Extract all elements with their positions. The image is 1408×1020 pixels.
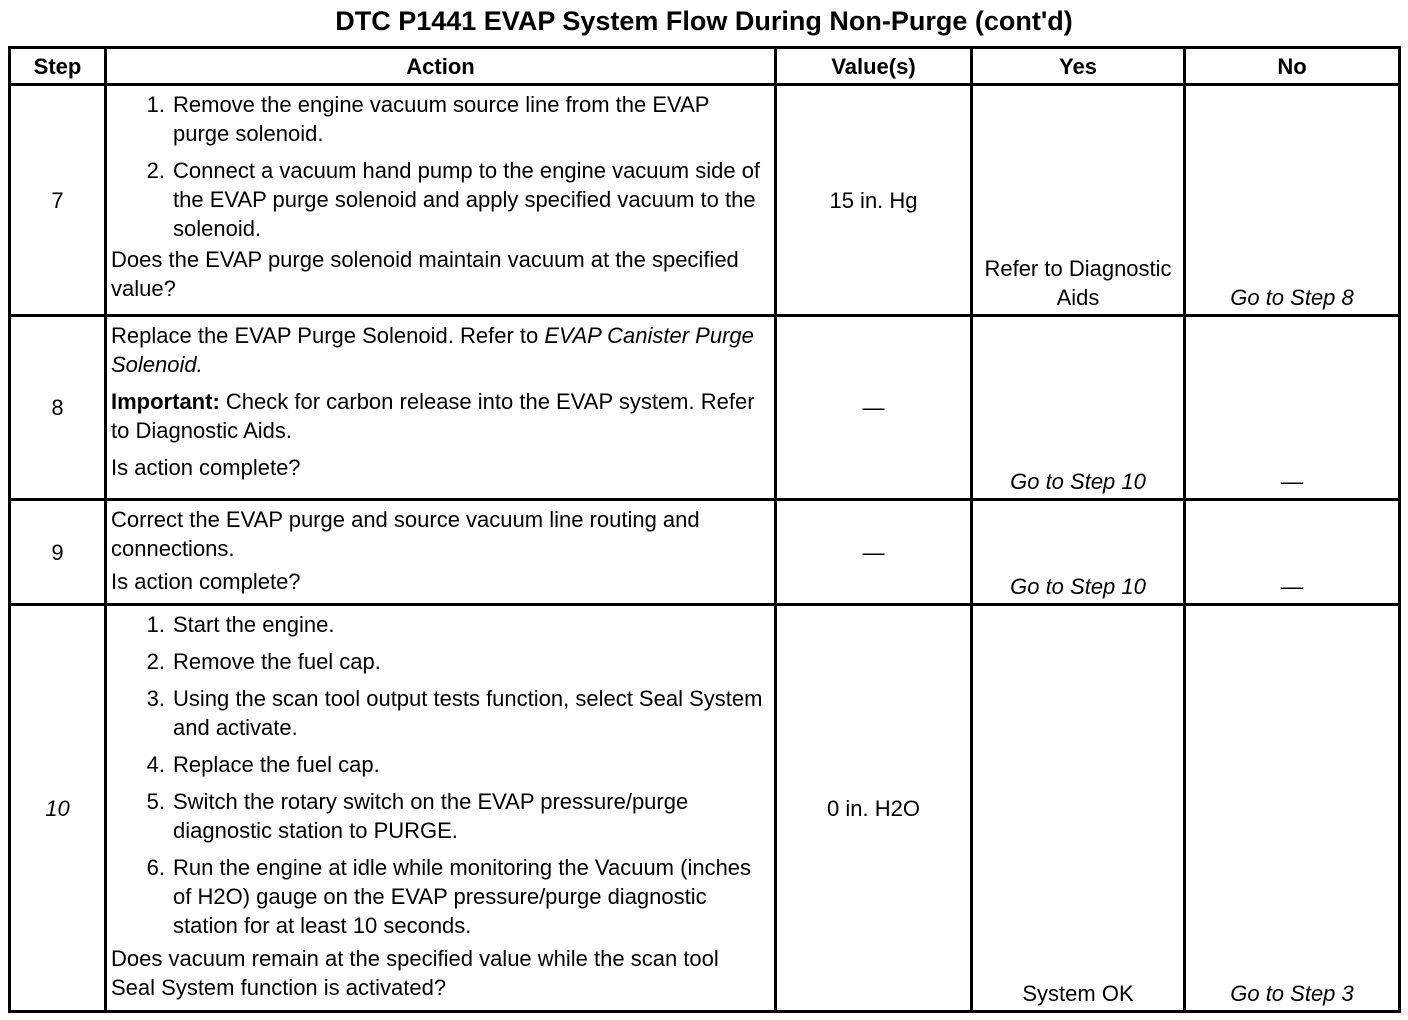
list-item (111, 156, 768, 243)
item-text: Remove the engine vacuum source line from the EVAP purge solenoid. (173, 92, 710, 146)
question-text: Does vacuum remain at the specified value while the scan tool Seal System function is activated? (111, 946, 719, 1000)
action-plain: Replace the EVAP Purge Solenoid. Refer to (111, 323, 545, 348)
important-note (111, 387, 768, 445)
value-cell: 15 in. Hg (776, 85, 972, 316)
step-number: 9 (10, 500, 106, 605)
action-cell (106, 316, 776, 500)
list-item (111, 647, 768, 676)
no-cell: — (1185, 316, 1400, 500)
question-text: Does the EVAP purge solenoid maintain vacuum at the specified value? (111, 247, 739, 301)
item-text: Start the engine. (173, 612, 335, 637)
item-text: Replace the fuel cap. (173, 752, 380, 777)
header-action: Action (106, 48, 776, 85)
header-yes: Yes (972, 48, 1185, 85)
value-cell: 0 in. H2O (776, 605, 972, 1012)
question-text: Is action complete? (111, 455, 301, 480)
important-text: Check for carbon release into the EVAP system. Refer to Diagnostic Aids. (111, 389, 755, 443)
yes-cell: Go to Step 10 (972, 316, 1185, 500)
diagnostic-table (8, 46, 1401, 1013)
action-cell (106, 500, 776, 605)
list-item (111, 853, 768, 940)
item-number: 5. (146, 789, 165, 814)
item-number: 2. (146, 649, 165, 674)
item-number: 6. (146, 855, 165, 880)
no-cell: — (1185, 500, 1400, 605)
table-row (10, 500, 1400, 605)
page-title: DTC P1441 EVAP System Flow During Non-Purge (cont'd) (335, 6, 1073, 36)
procedure-reference: EVAP Canister Purge Solenoid. (111, 323, 754, 377)
header-no: No (1185, 48, 1400, 85)
no-cell: Go to Step 8 (1185, 85, 1400, 316)
list-item (111, 610, 768, 639)
table-row (10, 605, 1400, 1012)
item-text: Remove the fuel cap. (173, 649, 381, 674)
yes-cell: Refer to Diagnostic Aids (972, 85, 1185, 316)
list-item (111, 750, 768, 779)
item-text: Connect a vacuum hand pump to the engine vacuum side of the EVAP purge solenoid and apply specified vacuum to the solenoid. (173, 158, 761, 241)
item-number: 2. (146, 158, 165, 183)
header-row (10, 48, 1400, 85)
value-cell: — (776, 500, 972, 605)
list-item (111, 684, 768, 742)
item-number: 1. (146, 612, 165, 637)
important-label: Important: (111, 389, 220, 414)
table-row (10, 85, 1400, 316)
item-number: 4. (146, 752, 165, 777)
list-item (111, 787, 768, 845)
yes-cell: System OK (972, 605, 1185, 1012)
list-item (111, 90, 768, 148)
no-cell: Go to Step 3 (1185, 605, 1400, 1012)
item-number: 3. (146, 686, 165, 711)
item-text: Run the engine at idle while monitoring the Vacuum (inches of H2O) gauge on the EVAP pressure/purge diagnostic station for at least 10 seconds. (173, 855, 752, 938)
header-step: Step (10, 48, 106, 85)
value-cell: — (776, 316, 972, 500)
question-text: Is action complete? (111, 569, 301, 594)
item-number: 1. (146, 92, 165, 117)
yes-cell: Go to Step 10 (972, 500, 1185, 605)
action-text: Correct the EVAP purge and source vacuum line routing and connections. (111, 507, 700, 561)
table-row (10, 316, 1400, 500)
header-values: Value(s) (776, 48, 972, 85)
step-number: 10 (10, 605, 106, 1012)
item-text: Using the scan tool output tests function, select Seal System and activate. (173, 686, 763, 740)
action-cell (106, 605, 776, 1012)
action-text (111, 321, 768, 379)
action-cell (106, 85, 776, 316)
step-number: 8 (10, 316, 106, 500)
item-text: Switch the rotary switch on the EVAP pressure/purge diagnostic station to PURGE. (173, 789, 689, 843)
step-number: 7 (10, 85, 106, 316)
